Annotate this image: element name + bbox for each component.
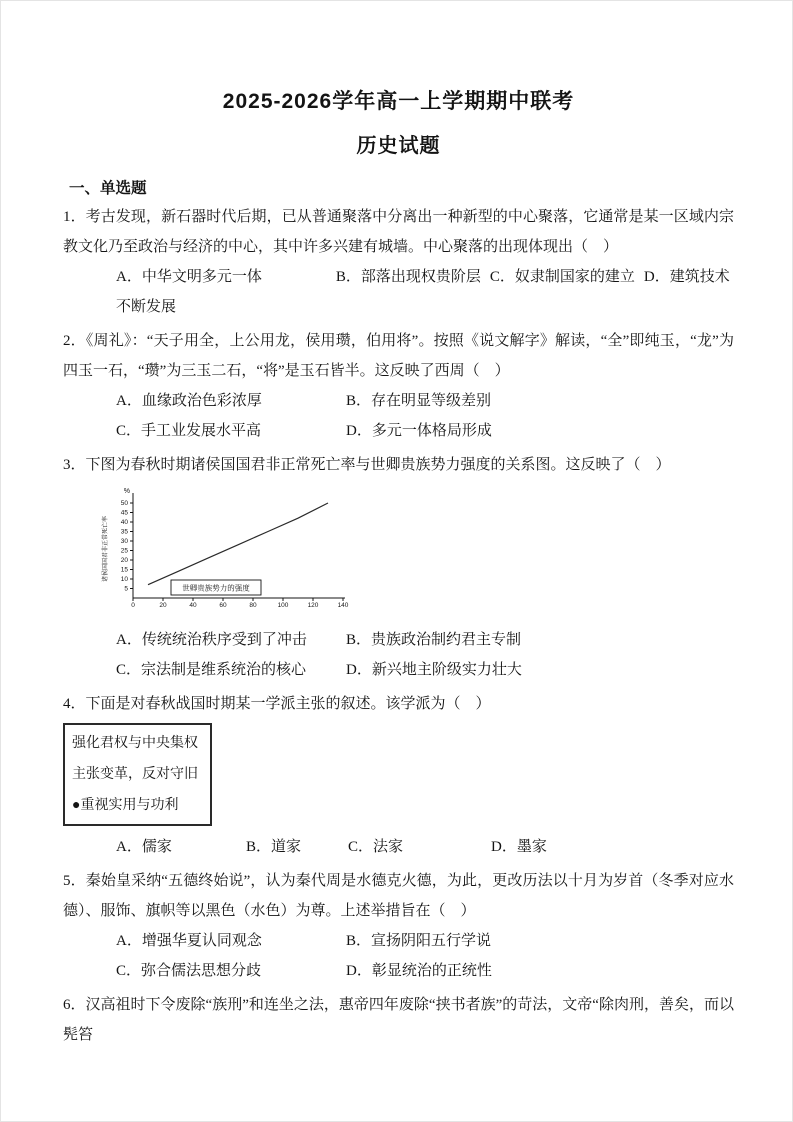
question-2-option-b: B．存在明显等级差别 bbox=[346, 393, 492, 409]
question-4-text bbox=[63, 689, 734, 719]
exam-subtitle: 历史试题 bbox=[356, 135, 441, 157]
question-6-stem: 汉高祖时下令废除“族刑”和连坐之法，惠帝四年废除“挟书者族”的苛法，文帝“除肉刑，善矣，而以髡笞 bbox=[63, 997, 734, 1043]
question-2-options bbox=[63, 386, 734, 446]
question-3-option-c: C．宗法制是维系统治的核心 bbox=[116, 662, 307, 678]
y-tick-10: 10 bbox=[120, 576, 128, 583]
question-5-option-c: C．弥合儒法思想分歧 bbox=[116, 963, 262, 979]
question-3-option-d: D．新兴地主阶级实力壮大 bbox=[346, 662, 522, 678]
question-2-text bbox=[63, 326, 734, 386]
question-2-option-a: A．血缘政治色彩浓厚 bbox=[116, 393, 262, 409]
question-3-option-b: B．贵族政治制约君主专制 bbox=[346, 632, 522, 648]
question-1-stem: 考古发现，新石器时代后期，已从普通聚落中分离出一种新型的中心聚落，它通常是某一区域内宗教文化乃至政治与经济的中心，其中许多兴建有城墙。中心聚落的出现体现出（ ） bbox=[63, 209, 734, 255]
question-3-text bbox=[63, 450, 734, 480]
question-4-option-c: C．法家 bbox=[348, 839, 404, 855]
question-5-text bbox=[63, 866, 734, 926]
chart-line bbox=[148, 503, 328, 585]
question-5-number: 5． bbox=[63, 873, 86, 889]
y-tick-40: 40 bbox=[120, 519, 128, 526]
y-tick-50: 50 bbox=[120, 500, 128, 507]
question-1-option-a: A．中华文明多元一体 bbox=[116, 269, 262, 285]
x-tick-60: 60 bbox=[219, 602, 227, 609]
question-5-option-b: B．宣扬阴阳五行学说 bbox=[346, 933, 492, 949]
question-5-option-d: D．彰显统治的正统性 bbox=[346, 963, 492, 979]
y-axis-unit: % bbox=[123, 488, 130, 495]
exam-title: 2025-2026学年高一上学期期中联考 bbox=[222, 90, 575, 113]
x-axis-label: 世卿贵族势力的强度 bbox=[182, 583, 250, 593]
x-tick-120: 120 bbox=[307, 602, 319, 609]
x-tick-100: 100 bbox=[277, 602, 289, 609]
statement-line-2: 主张变革，反对守旧 bbox=[72, 767, 198, 782]
question-6 bbox=[63, 990, 734, 1050]
y-tick-25: 25 bbox=[120, 547, 128, 555]
question-3-number: 3． bbox=[63, 457, 86, 473]
y-tick-35: 35 bbox=[120, 528, 128, 536]
y-tick-15: 15 bbox=[120, 566, 128, 574]
y-tick-20: 20 bbox=[120, 557, 128, 564]
x-tick-20: 20 bbox=[159, 602, 167, 609]
y-tick-30: 30 bbox=[120, 538, 128, 545]
question-2-option-c: C．手工业发展水平高 bbox=[116, 423, 262, 439]
statement-line-3: ●重视实用与功利 bbox=[72, 798, 179, 813]
question-3-stem: 下图为春秋时期诸侯国国君非正常死亡率与世卿贵族势力强度的关系图。这反映了（ ） bbox=[85, 457, 671, 473]
question-6-number: 6． bbox=[63, 997, 86, 1013]
question-4-number: 4． bbox=[63, 696, 86, 712]
question-5-option-a: A．增强华夏认同观念 bbox=[116, 933, 262, 949]
question-1-text bbox=[63, 202, 734, 262]
question-1-options bbox=[63, 262, 734, 322]
x-tick-0: 0 bbox=[131, 602, 135, 609]
y-tick-45: 45 bbox=[120, 509, 128, 517]
question-1-option-d: D．建筑技术不断发展 bbox=[116, 269, 730, 315]
question-2 bbox=[63, 326, 734, 446]
question-6-text bbox=[63, 990, 734, 1050]
question-5-options bbox=[63, 926, 734, 986]
question-1-option-c: C．奴隶制国家的建立 bbox=[489, 269, 635, 285]
question-5-stem: 秦始皇采纳“五德终始说”，认为秦代周是水德克火德，为此，更改历法以十月为岁首（冬季对应水德）、服饰、旗帜等以黑色（水色）为尊。上述举措旨在（ ） bbox=[63, 873, 734, 919]
x-tick-140: 140 bbox=[337, 602, 349, 609]
y-axis-label: 诸侯国国君非正常死亡率 bbox=[103, 515, 109, 583]
question-5 bbox=[63, 866, 734, 986]
question-4-option-a: A．儒家 bbox=[116, 839, 172, 855]
question-4 bbox=[63, 689, 734, 862]
question-1-option-b: B．部落出现权贵阶层 bbox=[335, 269, 481, 285]
chart-svg bbox=[99, 485, 349, 617]
q3-line-chart bbox=[99, 485, 734, 622]
section-heading: 一、单选题 bbox=[69, 180, 147, 197]
statement-line-1: 强化君权与中央集权 bbox=[72, 736, 198, 751]
x-tick-40: 40 bbox=[189, 602, 197, 609]
x-tick-80: 80 bbox=[249, 602, 257, 609]
question-4-stem: 下面是对春秋战国时期某一学派主张的叙述。该学派为（ ） bbox=[85, 696, 491, 712]
question-2-stem: 《周礼》：“天子用全，上公用龙，侯用瓒，伯用将”。按照《说文解字》解读，“全”即纯玉，“龙”为四玉一石，“瓒”为三玉二石，“将”是玉石皆半。这反映了西周（ ） bbox=[63, 333, 734, 379]
question-2-option-d: D．多元一体格局形成 bbox=[346, 423, 492, 439]
question-3 bbox=[63, 450, 734, 685]
y-tick-5: 5 bbox=[124, 585, 128, 593]
question-3-option-a: A．传统统治秩序受到了冲击 bbox=[116, 632, 307, 648]
question-4-option-d: D．墨家 bbox=[491, 839, 547, 855]
question-3-options bbox=[63, 625, 734, 685]
question-2-number: 2． bbox=[63, 333, 86, 349]
question-1-number: 1． bbox=[63, 209, 86, 225]
question-4-options bbox=[63, 832, 734, 862]
question-1 bbox=[63, 202, 734, 322]
statement-box bbox=[63, 723, 212, 826]
question-4-option-b: B．道家 bbox=[246, 839, 302, 855]
